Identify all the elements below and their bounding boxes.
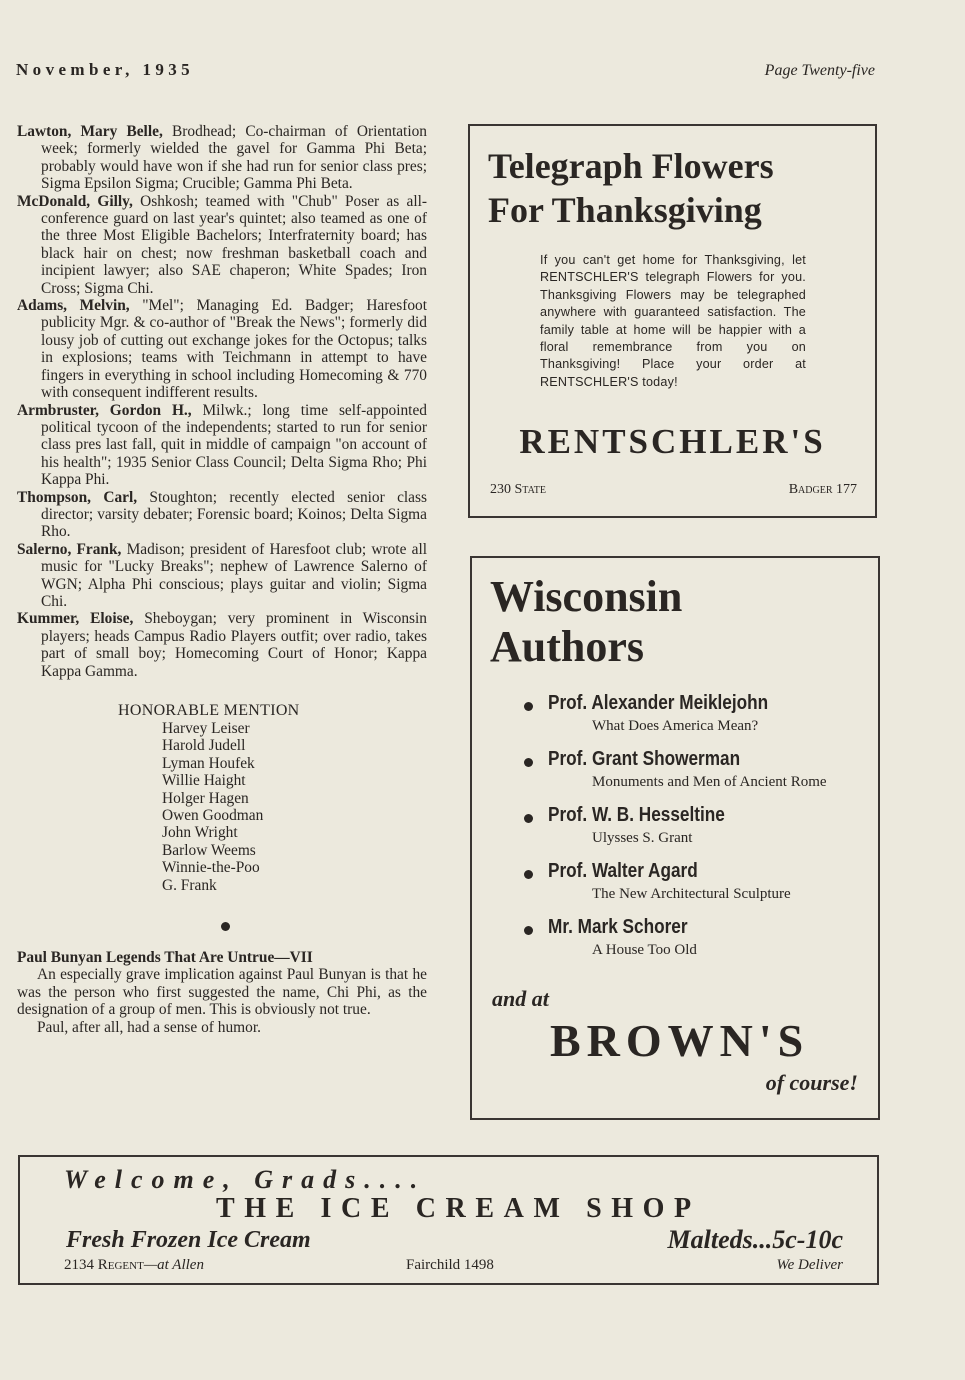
rentschler-ad <box>468 124 877 518</box>
list-item: G. Frank <box>162 876 217 894</box>
bullet-icon <box>524 926 533 935</box>
entry-text: Oshkosh; teamed with "Chub" Poser as all-conference guard on last year's quintet; also teamed as one of the three Most Eligible Bachelors; Interfraternity board; has black hair on chest; now freshman basketball coach and incipient lawyer; also SAE chaperon; White Spades; Iron Cross; Sigma Chi. <box>41 192 428 297</box>
bullet-icon <box>524 702 533 711</box>
ad-headline-line: Telegraph Flowers <box>488 146 774 186</box>
book-title: Monuments and Men of Ancient Rome <box>592 774 827 790</box>
entry-name: Lawton, Mary Belle, <box>17 123 163 140</box>
book-item <box>524 692 864 752</box>
list-item: Holger Hagen <box>162 789 249 807</box>
ad-prices: Malteds...5c-10c <box>667 1225 843 1254</box>
honorable-mention-list <box>118 720 427 894</box>
ad-headline-line: Authors <box>490 622 645 671</box>
entry <box>17 193 427 297</box>
entry-name: Kummer, Eloise, <box>17 610 134 628</box>
book-title: A House Too Old <box>592 942 697 958</box>
ad-brand: THE ICE CREAM SHOP <box>216 1193 701 1224</box>
bullet-icon <box>524 870 533 879</box>
list-item: Lyman Houfek <box>162 754 255 772</box>
book-author: Prof. Walter Agard <box>548 860 698 882</box>
issue-date: November, 1935 <box>16 60 195 79</box>
entry-text: Madison; president of Haresfoot club; wrote all music for "Lucky Breaks"; nephew of Lawrence Salerno of WGN; Alpha Phi conscious; plays guitar and violin; Sigma Chi. <box>41 540 427 610</box>
ad-brand: RENTSCHLER'S <box>519 422 826 461</box>
ad-slogan: Fresh Frozen Ice Cream <box>66 1227 311 1253</box>
entry-text: "Mel"; Managing Ed. Badger; Haresfoot publicity Mgr. & co-author of "Break the News"; formerly did lousy job of cutting out exchange jokes for the Octopus; talks in explosions; teams with Teichmann in attempt to have fingers in everything in school including Homecoming & 770 with consequent indifferent results. <box>41 297 427 402</box>
book-title: The New Architectural Sculpture <box>592 886 791 902</box>
list-item: John Wright <box>162 824 238 842</box>
entry <box>17 297 427 401</box>
entry-text: Sheboygan; very prominent in Wisconsin players; heads Campus Radio Players outfit; over radio, takes part of small boy; Homecoming Court of Honor; Kappa Kappa Gamma. <box>41 610 427 680</box>
legend-paragraph: An especially grave implication against Paul Bunyan is that he was the person who first suggested the name, Chi Phi, as the designation of a group of men. This is obviously not true. <box>17 966 427 1019</box>
ad-headline <box>488 144 774 232</box>
page-number: Page Twenty-five <box>764 62 875 79</box>
book-title: What Does America Mean? <box>592 718 759 734</box>
left-column <box>17 123 427 1036</box>
entry <box>17 541 427 611</box>
entry <box>17 489 427 541</box>
book-author: Prof. W. B. Hesseltine <box>548 804 725 826</box>
ad-body: If you can't get home for Thanksgiving, let RENTSCHLER'S telegraph Flowers for you. Thanksgiving Flowers may be telegraphed anywhere with guaranteed satisfaction. The family table at home will be happier with a floral remembrance from you on Thanksgiving! Place your order at RENTSCHLER'S today! <box>540 253 806 389</box>
bullet-icon <box>524 814 533 823</box>
entry-text: Stoughton; recently elected senior class director; varsity debater; Forensic board; Koinos; Delta Sigma Rho. <box>41 488 427 541</box>
list-item: Owen Goodman <box>162 807 264 825</box>
ad-and-at: and at <box>492 986 549 1011</box>
book-author: Prof. Grant Showerman <box>548 748 741 770</box>
paul-bunyan-legend <box>17 949 427 1036</box>
book-item <box>524 860 864 920</box>
ad-tagline: of course! <box>765 1070 858 1095</box>
book-author: Prof. Alexander Meiklejohn <box>548 692 769 714</box>
entry-text: Milwk.; long time self-appointed political tycoon of the independents; started to run for senior class pres last fall, quit in middle of campaign "on account of his health"; 1935 Senior Class Council; Delta Sigma Rho; Phi Kappa Phi. <box>41 401 427 489</box>
list-item: Winnie-the-Poo <box>162 859 260 877</box>
ad-brand: BROWN'S <box>550 1015 810 1066</box>
ad-address-cross: —at Allen <box>143 1257 204 1273</box>
list-item: Barlow Weems <box>162 841 256 859</box>
honorable-mention <box>17 702 427 894</box>
list-item: Harold Judell <box>162 737 246 755</box>
legend-title: Paul Bunyan Legends That Are Untrue—VII <box>17 949 313 967</box>
entry-name: Salerno, Frank, <box>17 540 122 558</box>
book-author: Mr. Mark Schorer <box>548 916 688 938</box>
list-item: Harvey Leiser <box>162 720 250 737</box>
ad-headline-line: Wisconsin <box>490 572 683 621</box>
running-head <box>16 60 875 84</box>
entry-name: Armbruster, Gordon H., <box>17 401 192 419</box>
book-list <box>524 692 864 976</box>
ice-cream-shop-ad <box>18 1155 879 1285</box>
legend-paragraph: Paul, after all, had a sense of humor. <box>37 1018 261 1036</box>
ad-address: 230 State <box>490 482 546 497</box>
entry <box>17 610 427 680</box>
book-item <box>524 748 864 808</box>
ad-delivery: We Deliver <box>776 1257 843 1273</box>
ad-address-street: 2134 Regent <box>64 1257 144 1273</box>
ad-phone: Fairchild 1498 <box>406 1257 494 1273</box>
browns-ad <box>470 556 880 1120</box>
book-item <box>524 804 864 864</box>
entry-text: Brodhead; Co-chairman of Orientation week; formerly wielded the gavel for Gamma Phi Beta; probably would have won if she had run for senior class pres; Sigma Epsilon Sigma; Crucible; Gamma Phi Beta. <box>41 123 427 193</box>
entry <box>17 402 427 489</box>
entry-name: Adams, Melvin, <box>17 297 130 315</box>
entry <box>17 123 427 193</box>
ad-welcome: Welcome, Grads.... <box>64 1165 427 1194</box>
honorable-mention-title: HONORABLE MENTION <box>118 702 300 719</box>
ad-address <box>64 1257 204 1274</box>
ad-headline-line: For Thanksgiving <box>488 190 762 230</box>
ad-phone: Badger 177 <box>788 482 857 497</box>
book-item <box>524 916 864 976</box>
book-title: Ulysses S. Grant <box>592 830 693 846</box>
section-bullet-icon <box>221 922 230 931</box>
entry-name: McDonald, Gilly, <box>17 192 133 210</box>
bullet-icon <box>524 758 533 767</box>
list-item: Willie Haight <box>162 772 246 790</box>
entry-name: Thompson, Carl, <box>17 488 138 506</box>
ad-headline <box>490 572 682 672</box>
